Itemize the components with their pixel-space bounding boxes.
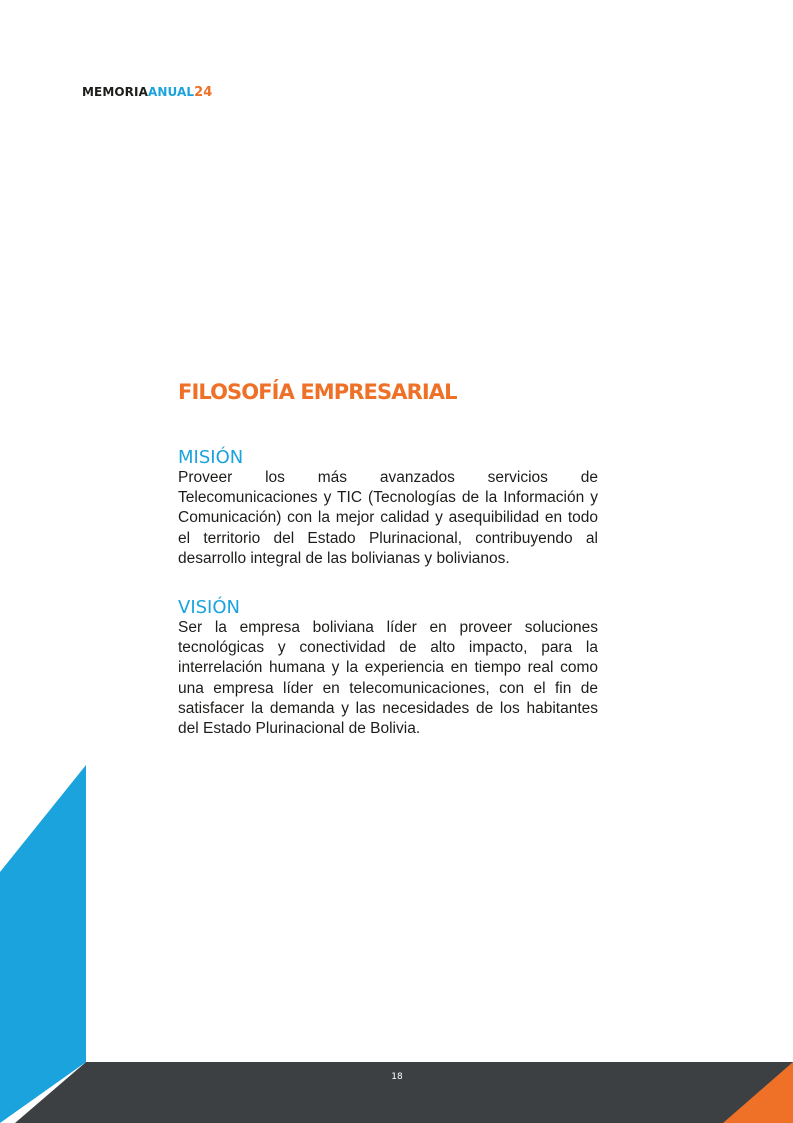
blue-triangle-shape [0,765,86,1123]
mision-text: Proveer los más avanzados servicios de Telecomunicaciones y TIC (Tecnologías de la Información y Comunicación) con la mejor calidad y asequibilidad en todo el territorio del Estado Plurinacional, contribuyendo al desarrollo integral de las bolivianas y bolivianos. [178,469,598,567]
section-title: FILOSOFÍA EMPRESARIAL [178,380,457,404]
vision-text: Ser la empresa boliviana líder en proveer soluciones tecnológicas y conectividad de alto impacto, para la interrelación humana y la experiencia en tiempo real como una empresa líder en telecomunicaciones, con el fin de satisfacer la demanda y las necesidades de los habitantes del Estado Plurinacional de Bolivia. [178,619,598,738]
brand-year-text: 24 [194,85,213,100]
page-number: 18 [391,1072,403,1082]
brand-anual-text: ANUAL [147,85,195,99]
main-content [178,378,598,739]
vision-heading: VISIÓN [178,597,240,619]
brand-memoria-text: MEMORIA [82,85,148,99]
mision-heading: MISIÓN [178,447,244,468]
footer-band-shape [15,1062,793,1123]
